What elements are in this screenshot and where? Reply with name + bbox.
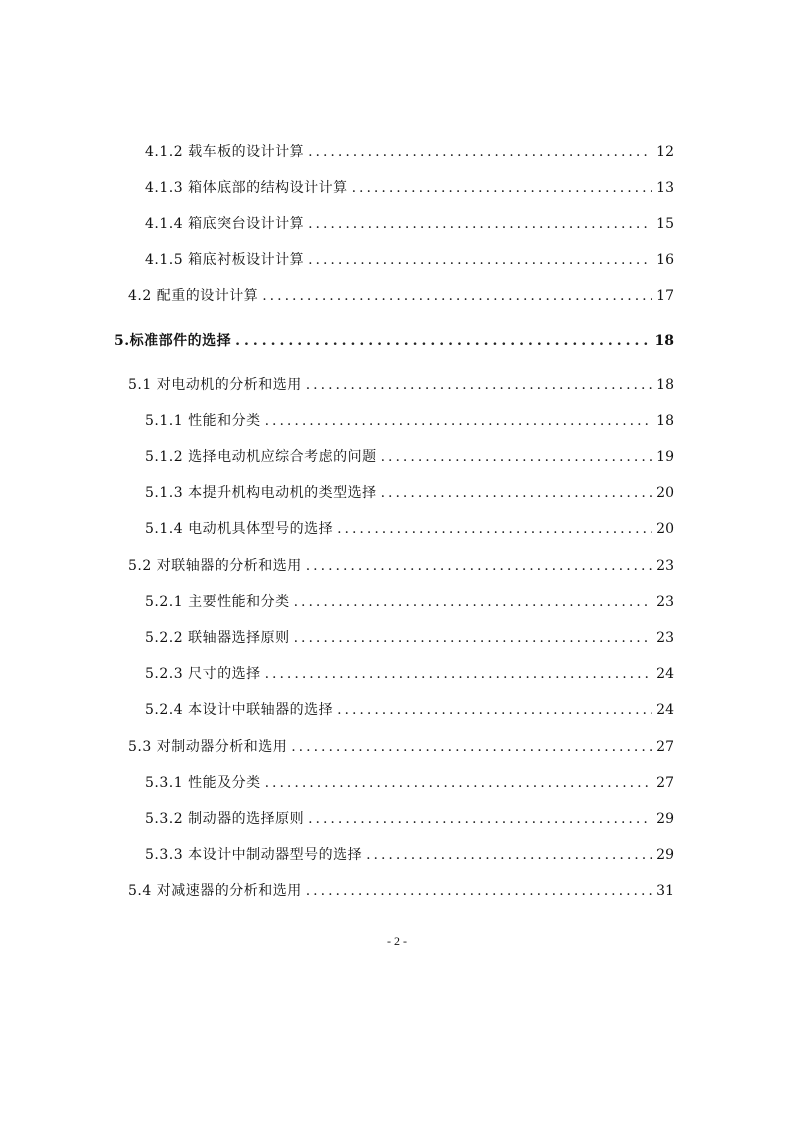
page-number: - 2 - [387, 934, 407, 948]
toc-leader-dots [337, 520, 652, 538]
toc-entry[interactable] [145, 842, 674, 864]
toc-entry[interactable] [145, 444, 674, 466]
toc-entry[interactable] [128, 283, 674, 305]
toc-entry-label: 5.3 对制动器分析和选用 [128, 739, 288, 755]
toc-entry-label: 5.3.2 制动器的选择原则 [145, 811, 305, 827]
toc-entry-page: 20 [656, 485, 674, 501]
toc-entry-page: 16 [656, 252, 674, 268]
toc-entry-label: 4.1.2 载车板的设计计算 [145, 144, 305, 160]
toc-entry-label: 5.2.3 尺寸的选择 [145, 666, 261, 682]
toc-entry[interactable] [128, 878, 674, 900]
toc-entry-label: 5.3.1 性能及分类 [145, 775, 261, 791]
toc-leader-dots [308, 143, 652, 161]
toc-entry-page: 18 [656, 413, 674, 429]
toc-entry-page: 13 [656, 180, 674, 196]
toc-entry-page: 27 [656, 775, 674, 791]
toc-leader-dots [235, 332, 650, 350]
toc-entry-page: 23 [656, 630, 674, 646]
toc-entry-label: 5.2.4 本设计中联轴器的选择 [145, 702, 334, 718]
toc-leader-dots [308, 810, 652, 828]
toc-entry-page: 29 [656, 847, 674, 863]
toc-leader-dots [265, 774, 653, 792]
toc-leader-dots [262, 287, 652, 305]
toc-entry[interactable] [145, 589, 674, 611]
toc-entry-label: 4.1.5 箱底衬板设计计算 [145, 252, 305, 268]
toc-leader-dots [294, 629, 653, 647]
toc-entry-label: 5.1 对电动机的分析和选用 [128, 377, 302, 393]
toc-entry-label: 5.1.1 性能和分类 [145, 413, 261, 429]
toc-entry-page: 24 [656, 702, 674, 718]
toc-leader-dots [294, 593, 653, 611]
toc-entry-page: 27 [656, 739, 674, 755]
toc-leader-dots [308, 251, 652, 269]
toc-entry[interactable] [145, 211, 674, 233]
toc-entry-page: 31 [656, 883, 674, 899]
toc-leader-dots [265, 665, 653, 683]
toc-leader-dots [306, 882, 652, 900]
toc-entry-label: 5.1.3 本提升机构电动机的类型选择 [145, 485, 377, 501]
toc-entry-label: 5.2.1 主要性能和分类 [145, 594, 290, 610]
toc-entry[interactable] [145, 625, 674, 647]
toc-entry-label: 4.2 配重的设计计算 [128, 288, 259, 304]
toc-entry-page: 15 [656, 216, 674, 232]
toc-entry[interactable] [145, 139, 674, 161]
toc-entry-page: 20 [656, 521, 674, 537]
toc-entry[interactable] [145, 516, 674, 538]
toc-entry[interactable] [145, 247, 674, 269]
toc-leader-dots [291, 738, 652, 756]
toc-leader-dots [381, 484, 653, 502]
toc-entry-label: 5.4 对减速器的分析和选用 [128, 883, 302, 899]
toc-leader-dots [308, 215, 652, 233]
toc-entry[interactable] [145, 175, 674, 197]
toc-entry[interactable] [128, 372, 674, 394]
toc-leader-dots [265, 412, 653, 430]
toc-entry-label: 5.3.3 本设计中制动器型号的选择 [145, 847, 363, 863]
toc-entry-page: 18 [656, 377, 674, 393]
toc-entry-label: 5.1.2 选择电动机应综合考虑的问题 [145, 449, 377, 465]
toc-entry[interactable] [145, 770, 674, 792]
toc-entry-label: 5.2.2 联轴器选择原则 [145, 630, 290, 646]
toc-leader-dots [366, 846, 652, 864]
toc-entry-label: 5.标准部件的选择 [114, 333, 232, 349]
toc-entry-page: 23 [656, 594, 674, 610]
toc-entry-page: 23 [656, 558, 674, 574]
toc-entry[interactable] [145, 806, 674, 828]
toc-leader-dots [306, 376, 652, 394]
toc-entry[interactable] [145, 697, 674, 719]
toc-leader-dots [306, 557, 652, 575]
toc-entry[interactable] [145, 408, 674, 430]
toc-leader-dots [381, 448, 653, 466]
toc-entry[interactable] [145, 661, 674, 683]
toc-entry[interactable] [128, 553, 674, 575]
toc-entry-label: 5.2 对联轴器的分析和选用 [128, 558, 302, 574]
toc-entry-page: 19 [656, 449, 674, 465]
toc-entry[interactable] [145, 480, 674, 502]
toc-chapter[interactable] [114, 328, 674, 350]
toc-entry-page: 18 [654, 333, 674, 349]
toc-leader-dots [337, 701, 652, 719]
toc-entry-page: 17 [656, 288, 674, 304]
toc-entry-page: 29 [656, 811, 674, 827]
toc-leader-dots [352, 179, 653, 197]
toc-entry[interactable] [128, 734, 674, 756]
toc-entry-page: 12 [656, 144, 674, 160]
toc-entry-label: 5.1.4 电动机具体型号的选择 [145, 521, 334, 537]
toc-entry-page: 24 [656, 666, 674, 682]
toc-entry-label: 4.1.3 箱体底部的结构设计计算 [145, 180, 348, 196]
toc-entry-label: 4.1.4 箱底突台设计计算 [145, 216, 305, 232]
